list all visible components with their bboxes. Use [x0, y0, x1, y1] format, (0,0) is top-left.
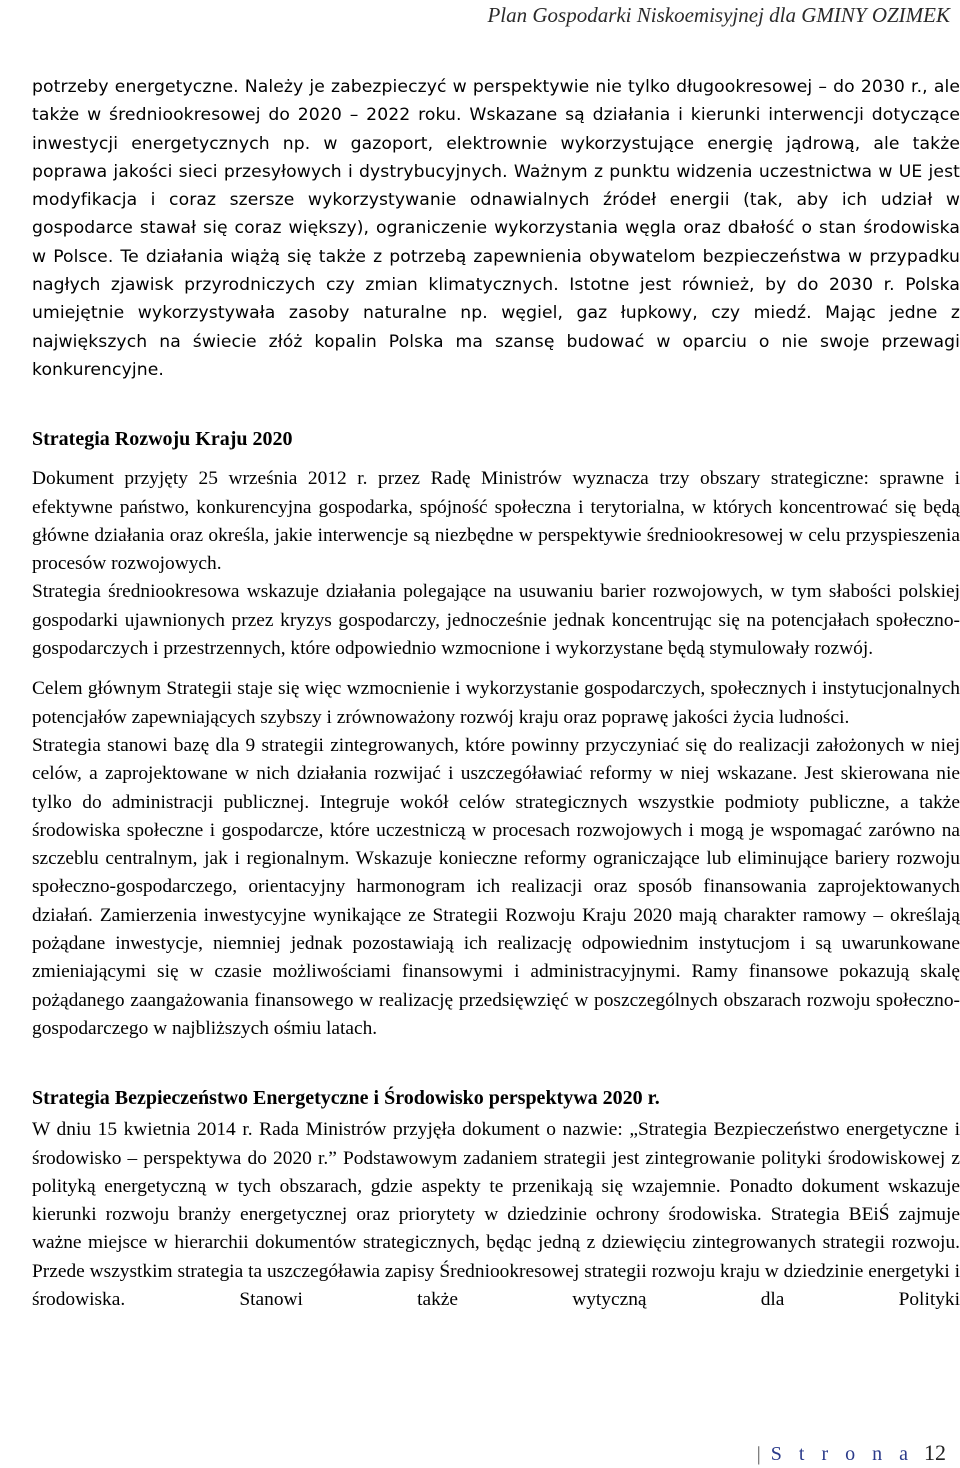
beis-paragraph-1: W dniu 15 kwietnia 2014 r. Rada Ministrów przyjęła dokument o nazwie: „Strategia Bezpieczeństwo energetyczne i środowisko – perspektywa do 2020 r.” Podstawowym zadaniem strategii jest zintegrowanie polityki środowiskowej z polityką energetyczną w tych obszarach, gdzie aspekty te przenikają się wzajemnie. Ponadto dokument wskazuje kierunki rozwoju branży energetycznej oraz priorytety w dziedzinie ochrony środowiska. Strategia BEiŚ zajmuje ważne miejsce w hierarchii dokumentów strategicznych, będąc jedną z dziewięciu zintegrowanych strategii rozwoju. Przede wszystkim strategia ta uszczegóławia zapisy Średniookresowej strategii rozwoju kraju w dziedzinie energetyki i środowiska. Stanowi także wytyczną dla Polityki: [32, 1119, 960, 1310]
footer-separator: |: [756, 1443, 761, 1465]
srk-paragraph-4: Strategia stanowi bazę dla 9 strategii zintegrowanych, które powinny przyczyniać się do realizacji założonych w niej celów, a zaprojektowane w nich działania rozwijać i uszczegóławiać reformy w niej wskazane. Jest skierowana nie tylko do administracji publicznej. Integruje wokół celów strategicznych wszystkie podmioty publiczne, a także środowiska społeczne i gospodarcze, które uczestniczą w procesach rozwojowych i mogą je wspomagać zarówno na szczeblu centralnym, jak i regionalnym. Wskazuje konieczne reformy ograniczające lub eliminujące bariery rozwoju społeczno-gospodarczego, orientacyjny harmonogram ich realizacji oraz sposób finansowania zaprojektowanych działań. Zamierzenia inwestycyjne wynikające ze Strategii Rozwoju Kraju 2020 mają charakter ramowy – określają pożądane inwestycje, niemniej jednak pozostawiają ich realizację odpowiednim instytucjom i są uwarunkowane zmieniającymi się w czasie możliwościami finansowymi i administracyjnymi. Ramy finansowe pokazują skalę pożądanego zaangażowania finansowego w realizację przedsięwzięć w poszczególnych obszarach rozwoju społeczno-gospodarczego w najbliższych ośmiu latach.: [32, 734, 960, 1039]
header-title: Plan Gospodarki Niskoemisyjnej dla GMINY OZIMEK: [487, 3, 950, 27]
srk-paragraph-1: Dokument przyjęty 25 września 2012 r. przez Radę Ministrów wyznacza trzy obszary strategiczne: sprawne i efektywne państwo, konkurencyjna gospodarka, spójność społeczna i terytorialna, w których koncentrować się będą główne działania oraz określa, jakie interwencje są niezbędne w perspektywie średniookresowej w celu przyspieszenia procesów rozwojowych.: [32, 468, 960, 575]
intro-paragraph: potrzeby energetyczne. Należy je zabezpieczyć w perspektywie nie tylko długookresowej – do 2030 r., ale także w średniookresowej do 2020 – 2022 roku. Wskazane są działania i kierunki interwencji dotyczące inwestycji energetycznych np. w gazoport, elektrownie wykorzystujące energię jądrową, ale także poprawa jakości sieci przesyłowych i dystrybucyjnych. Ważnym z punktu widzenia uczestnictwa w UE jest modyfikacja i coraz szersze wykorzystywanie odnawialnych źródeł energii (tak, aby ich udział w gospodarce stawał się coraz większy), ograniczenie wykorzystania węgla oraz dbałość o stan środowiska w Polsce. Te działania wiążą się także z potrzebą zapewnienia obywatelom bezpieczeństwa w przypadku nagłych zjawisk przyrodniczych czy zmian klimatycznych. Istotne jest również, by do 2030 r. Polska umiejętnie wykorzystywała zasoby naturalne np. węgiel, gaz łupkowy, czy miedź. Mając jedne z największych na świecie złóż kopalin Polska ma szansę budować w oparciu o nie swoje przewagi konkurencyjne.: [32, 77, 960, 380]
page-number: 12: [924, 1440, 946, 1465]
srk-paragraph-3: Celem głównym Strategii staje się więc wzmocnienie i wykorzystanie gospodarczych, społecznych i instytucjonalnych potencjałów zapewniających szybszy i zrównoważony rozwój kraju oraz poprawę jakości życia ludności.: [32, 678, 960, 728]
section-heading-beis: Strategia Bezpieczeństwo Energetyczne i Środowisko perspektywa 2020 r.: [32, 1087, 660, 1110]
page-footer: [757, 1440, 946, 1464]
document-header: [0, 0, 960, 40]
section-heading-srk: Strategia Rozwoju Kraju 2020: [32, 428, 293, 451]
footer-page-label: S t r o n a: [770, 1443, 914, 1465]
document-body: [32, 73, 960, 1314]
srk-paragraph-2: Strategia średniookresowa wskazuje działania polegające na usuwaniu barier rozwojowych, w tym słabości polskiej gospodarki ujawnionych przez kryzys gospodarczy, jednocześnie jednak koncentrując się na potencjałach społeczno-gospodarczych i przestrzennych, które odpowiednio wzmocnione i wykorzystane będą stymulowały rozwój.: [32, 581, 960, 660]
